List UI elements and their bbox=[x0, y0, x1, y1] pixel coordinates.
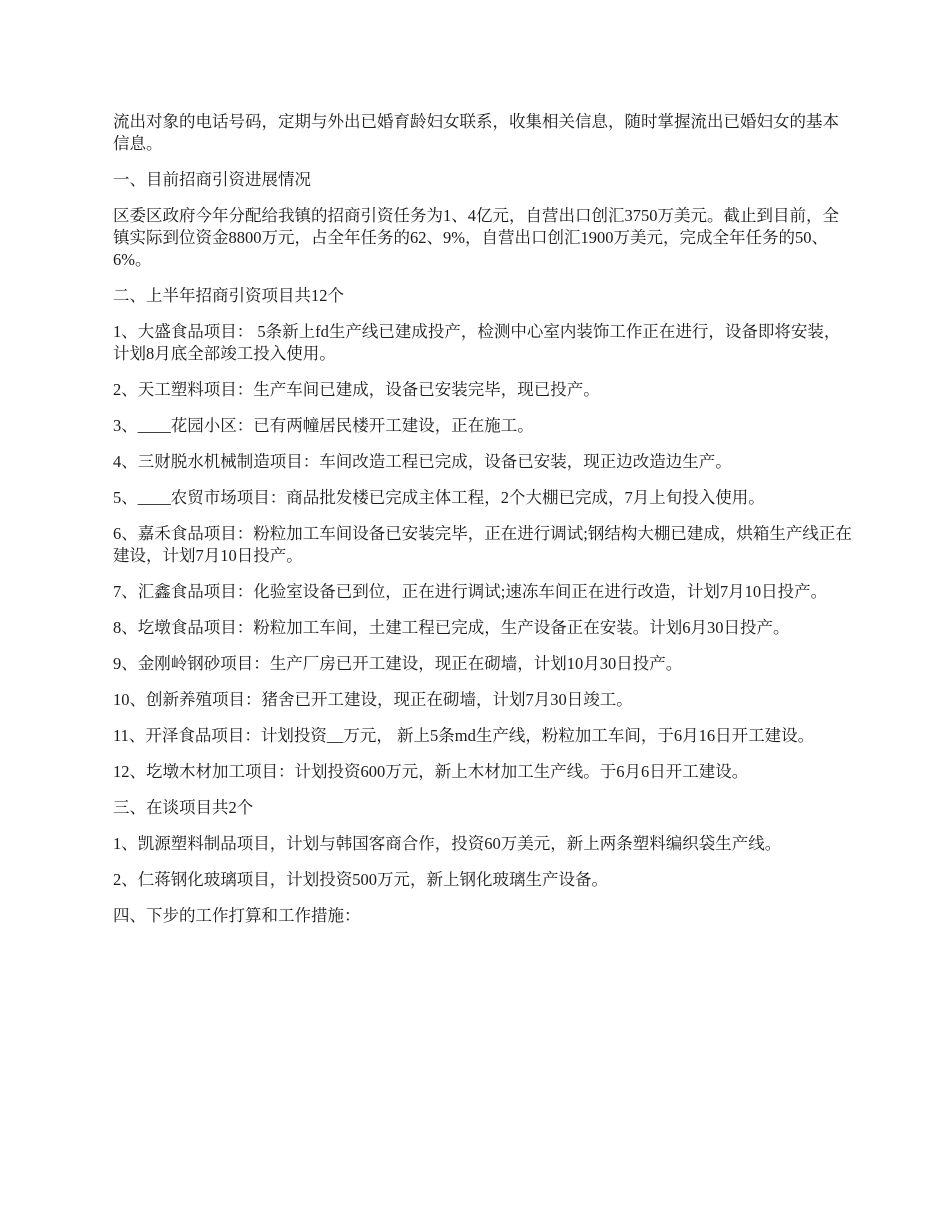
project-item-6: 6、嘉禾食品项目：粉粒加工车间设备已安装完毕，正在进行调试;钢结构大棚已建成，烘箱生产线正在建设，计划7月10日投产。 bbox=[113, 524, 852, 565]
project-item-11: 11、开泽食品项目：计划投资__万元， 新上5条md生产线，粉粒加工车间，于6月16日开工建设。 bbox=[113, 726, 815, 745]
project-item-7: 7、汇鑫食品项目：化验室设备已到位，正在进行调试;速冻车间正在进行改造，计划7月10日投产。 bbox=[113, 582, 828, 601]
project-item-4: 4、三财脱水机械制造项目：车间改造工程已完成，设备已安装，现正边改造边生产。 bbox=[113, 452, 732, 471]
paragraph-progress: 区委区政府今年分配给我镇的招商引资任务为1、4亿元，自营出口创汇3750万美元。截止到目前，全镇实际到位资金8800万元，占全年任务的62、9%，自营出口创汇1900万美元，完成全年任务的50、6%。 bbox=[113, 206, 839, 269]
negotiation-item-1: 1、凯源塑料制品项目，计划与韩国客商合作，投资60万美元，新上两条塑料编织袋生产线。 bbox=[113, 834, 782, 853]
project-item-9: 9、金刚岭钢砂项目：生产厂房已开工建设，现正在砌墙，计划10月30日投产。 bbox=[113, 654, 683, 673]
paragraph-intro: 流出对象的电话号码，定期与外出已婚育龄妇女联系，收集相关信息，随时掌握流出已婚妇女的基本信息。 bbox=[113, 112, 839, 153]
project-item-1: 1、大盛食品项目： 5条新上fd生产线已建成投产，检测中心室内装饰工作正在进行，设备即将安装，计划8月底全部竣工投入使用。 bbox=[113, 322, 841, 363]
section-heading-1: 一、目前招商引资进展情况 bbox=[113, 170, 311, 189]
section-heading-2: 二、上半年招商引资项目共12个 bbox=[113, 286, 344, 305]
section-heading-3: 三、在谈项目共2个 bbox=[113, 798, 254, 817]
section-heading-4: 四、下步的工作打算和工作措施： bbox=[113, 906, 361, 925]
project-item-5: 5、____农贸市场项目：商品批发楼已完成主体工程，2个大棚已完成，7月上旬投入使用。 bbox=[113, 488, 765, 507]
project-item-12: 12、圪墩木材加工项目：计划投资600万元，新上木材加工生产线。于6月6日开工建设。 bbox=[113, 762, 749, 781]
negotiation-item-2: 2、仁蒋钢化玻璃项目，计划投资500万元，新上钢化玻璃生产设备。 bbox=[113, 870, 608, 889]
project-item-8: 8、圪墩食品项目：粉粒加工车间，土建工程已完成，生产设备正在安装。计划6月30日投产。 bbox=[113, 618, 790, 637]
project-item-2: 2、天工塑料项目：生产车间已建成，设备已安装完毕，现已投产。 bbox=[113, 380, 600, 399]
project-item-10: 10、创新养殖项目：猪舍已开工建设，现正在砌墙，计划7月30日竣工。 bbox=[113, 690, 633, 709]
project-item-3: 3、____花园小区：已有两幢居民楼开工建设，正在施工。 bbox=[113, 416, 534, 435]
document-body bbox=[113, 111, 853, 941]
